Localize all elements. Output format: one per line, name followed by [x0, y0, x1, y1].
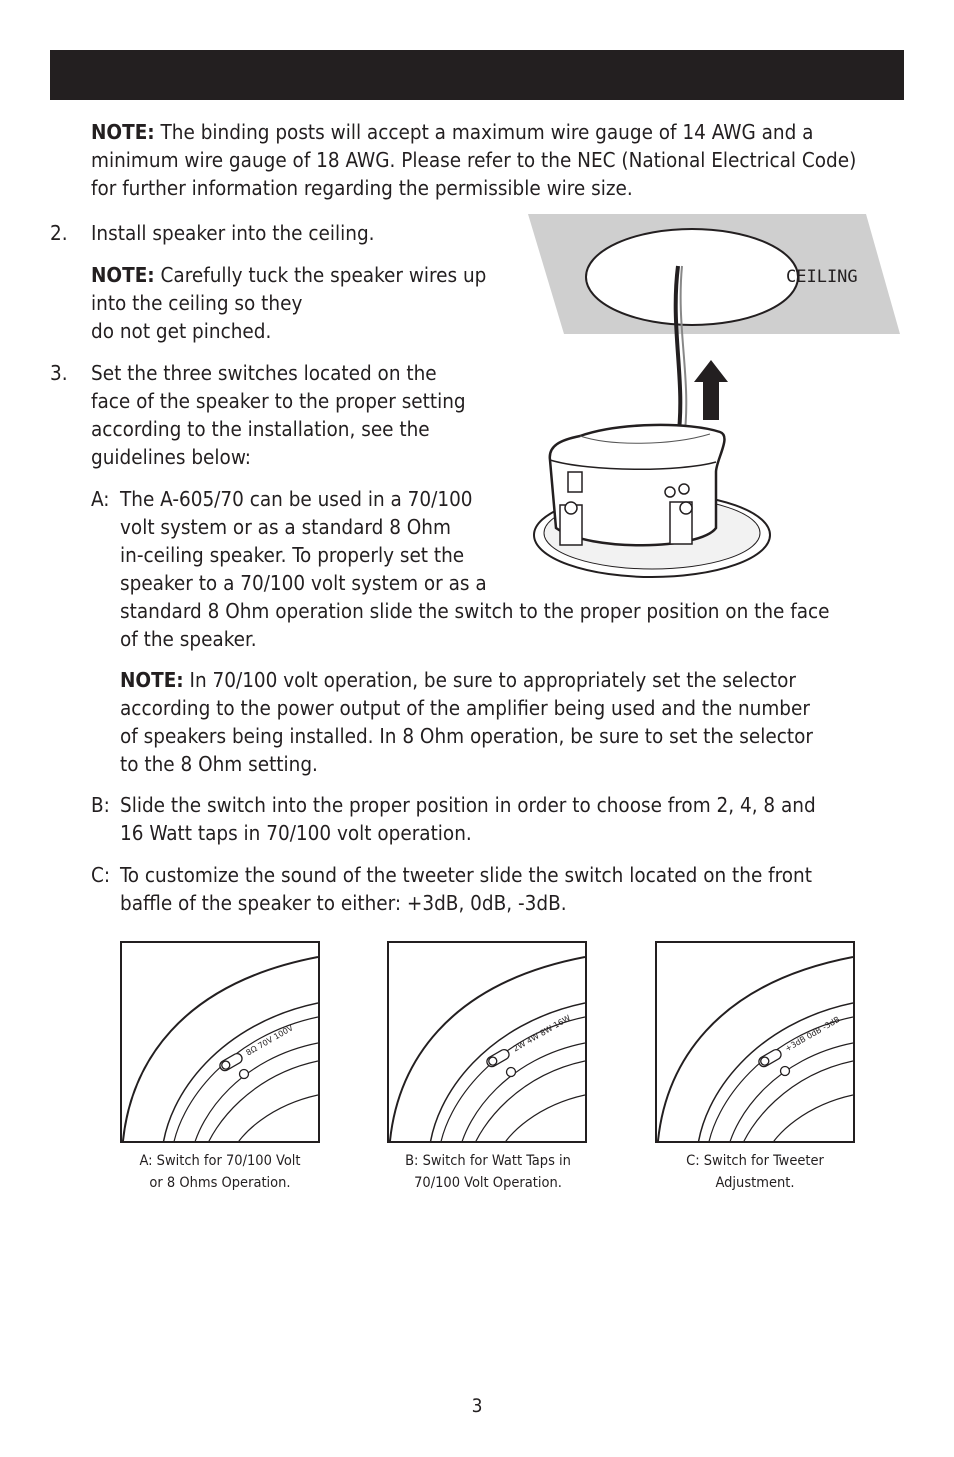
caption-line: 70/100 Volt Operation. [414, 1175, 562, 1191]
note-text-line: In 70/100 volt operation, be sure to appropriately set the selector [183, 668, 796, 692]
figure-c-drawing [657, 943, 853, 1141]
caption-line: Adjustment. [715, 1175, 795, 1191]
note-text-line: of speakers being installed. In 8 Ohm operation, be sure to set the selector [120, 724, 813, 748]
ceiling-label: CEILING [786, 267, 858, 287]
switch-setting-labels: 8Ω 70V 100V [244, 1023, 295, 1058]
item-label: A: [91, 487, 110, 511]
step-text-line: according to the installation, see the [91, 417, 430, 441]
step-2-text: Install speaker into the ceiling. [91, 221, 375, 245]
note-tuck-wires [91, 261, 521, 345]
note-text-line: to the 8 Ohm setting. [120, 752, 318, 776]
item-c-text [120, 861, 910, 917]
note-text-line: The binding posts will accept a maximum wire gauge of 14 AWG and a [154, 120, 814, 144]
screw-icon [507, 1068, 516, 1077]
item-text-line: in-ceiling speaker. To properly set the [120, 543, 465, 567]
item-label: B: [91, 793, 110, 817]
step-text-line: guidelines below: [91, 445, 251, 469]
figure-a-caption [110, 1150, 330, 1194]
clamp-screw [680, 502, 692, 514]
note-text-line: according to the power output of the amplifier being used and the number [120, 696, 810, 720]
screw-icon [781, 1067, 790, 1076]
switch-setting-labels: +3dB 0dB -3dB [783, 1014, 842, 1054]
note-label: NOTE: [120, 668, 184, 692]
note-text-line: for further information regarding the permissible wire size. [91, 176, 633, 200]
switch-setting-labels: 2W 4W 8W 16W [511, 1013, 573, 1054]
figure-a-drawing [122, 943, 318, 1141]
item-text-line: baffle of the speaker to either: +3dB, 0dB, -3dB. [120, 891, 567, 915]
screw-icon [240, 1070, 249, 1079]
caption-line: or 8 Ohms Operation. [149, 1175, 291, 1191]
binding-post [665, 487, 675, 497]
step-3-text [91, 359, 511, 471]
figure-a-switch-70-100-volt [120, 941, 320, 1143]
item-text-line: To customize the sound of the tweeter slide the switch located on the front [120, 863, 812, 887]
note-text-line: minimum wire gauge of 18 AWG. Please refer to the NEC (National Electrical Code) [91, 148, 857, 172]
item-text-line: of the speaker. [120, 627, 257, 651]
up-arrow-icon [694, 360, 728, 420]
caption-line: A: Switch for 70/100 Volt [139, 1153, 301, 1169]
note-label: NOTE: [91, 263, 155, 287]
item-text-line: volt system or as a standard 8 Ohm [120, 515, 451, 539]
item-text-line: standard 8 Ohm operation slide the switch to the proper position on the face [120, 599, 830, 623]
item-text-line: The A-605/70 can be used in a 70/100 [120, 487, 473, 511]
mounting-bracket [568, 472, 582, 492]
page-number: 3 [471, 1395, 483, 1417]
figure-b-switch-watt-taps [387, 941, 587, 1143]
item-text-line: 16 Watt taps in 70/100 volt operation. [120, 821, 472, 845]
note-text-line: do not get pinched. [91, 319, 272, 343]
note-70-100-volt [120, 666, 910, 778]
note-label: NOTE: [91, 120, 155, 144]
item-b-text [120, 791, 910, 847]
note-binding-posts [91, 118, 911, 202]
figure-c-caption [645, 1150, 865, 1194]
header-bar [50, 50, 904, 100]
binding-post [679, 484, 689, 494]
figure-b-caption [378, 1150, 598, 1194]
ceiling-cutout-hole [586, 229, 798, 325]
item-text-line: Slide the switch into the proper position in order to choose from 2, 4, 8 and [120, 793, 816, 817]
clamp-screw [565, 502, 577, 514]
caption-line: B: Switch for Watt Taps in [405, 1153, 571, 1169]
step-text-line: face of the speaker to the proper setting [91, 389, 466, 413]
figure-b-drawing [389, 943, 585, 1141]
caption-line: C: Switch for Tweeter [686, 1153, 824, 1169]
speaker-installation-illustration [520, 210, 904, 590]
item-label: C: [91, 863, 111, 887]
step-number: 2. [50, 221, 68, 245]
step-number: 3. [50, 361, 68, 385]
step-text-line: Set the three switches located on the [91, 361, 437, 385]
note-text-line: Carefully tuck the speaker wires up [154, 263, 487, 287]
item-text-line: speaker to a 70/100 volt system or as a [120, 571, 487, 595]
note-text-line: into the ceiling so they [91, 291, 303, 315]
figure-c-switch-tweeter [655, 941, 855, 1143]
